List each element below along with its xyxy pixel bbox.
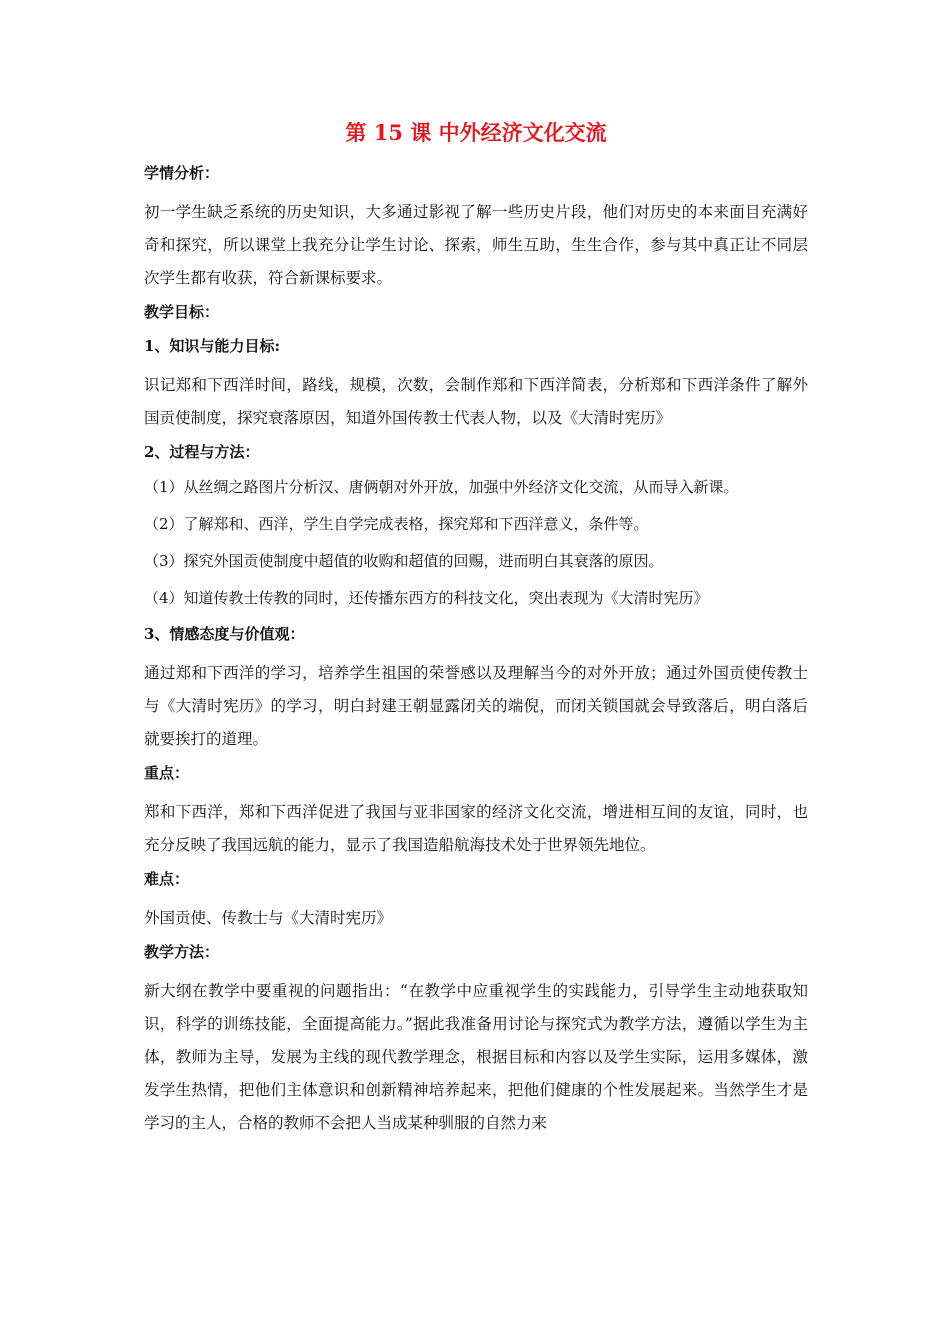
goal2-item-3: （3）探究外国贡使制度中超值的收购和超值的回赐，进而明白其衰落的原因。 [144, 552, 664, 570]
page-title: 第 15 课 中外经济文化交流 [345, 120, 607, 145]
goal3-text: 通过郑和下西洋的学习，培养学生祖国的荣誉感以及理解当今的对外开放；通过外国贡使传教士与《大清时宪历》的学习，明白封建王朝显露闭关的端倪，而闭关锁国就会导致落后，明白落后就要挨打的道理。 [144, 664, 808, 748]
difficult-points-heading: 难点： [144, 870, 190, 888]
difficult-points-text: 外国贡使、传教士与《大清时宪历》 [144, 909, 393, 927]
key-points-heading: 重点： [144, 764, 190, 782]
document-page [144, 118, 808, 1146]
goal1-heading: 1、知识与能力目标: [144, 337, 280, 355]
analysis-heading: 学情分析： [144, 164, 220, 182]
teaching-method-text: 新大纲在教学中要重视的问题指出：“在教学中应重视学生的实践能力，引导学生主动地获取知识，科学的训练技能，全面提高能力。”据此我准备用讨论与探究式为教学方法，遵循以学生为主体，教师为主导，发展为主线的现代教学理念，根据目标和内容以及学生实际，运用多媒体，激发学生热情，把他们主体意识和创新精神培养起来，把他们健康的个性发展起来。当然学生才是学习的主人，合格的教师不会把人当成某种驯服的自然力来 [144, 982, 808, 1132]
goal2-item-4: （4）知道传教士传教的同时，还传播东西方的科技文化，突出表现为《大清时宪历》 [144, 589, 709, 607]
goals-heading: 教学目标： [144, 303, 220, 321]
key-points-text: 郑和下西洋，郑和下西洋促进了我国与亚非国家的经济文化交流，增进相互间的友谊，同时，也充分反映了我国远航的能力，显示了我国造船航海技术处于世界领先地位。 [144, 803, 808, 854]
goal2-item-2: （2）了解郑和、西洋，学生自学完成表格，探究郑和下西洋意义，条件等。 [144, 515, 649, 533]
goal2-heading: 2、过程与方法： [144, 443, 260, 461]
teaching-method-heading: 教学方法： [144, 943, 220, 961]
goal3-heading: 3、情感态度与价值观： [144, 625, 305, 643]
goal1-text: 识记郑和下西洋时间，路线，规模，次数，会制作郑和下西洋简表，分析郑和下西洋条件了解外国贡使制度，探究衰落原因，知道外国传教士代表人物，以及《大清时宪历》 [144, 376, 808, 427]
goal2-item-1: （1）从丝绸之路图片分析汉、唐俩朝对外开放，加强中外经济文化交流，从而导入新课。 [144, 478, 739, 496]
analysis-text: 初一学生缺乏系统的历史知识，大多通过影视了解一些历史片段，他们对历史的本来面目充满好奇和探究，所以课堂上我充分让学生讨论、探索，师生互助，生生合作，参与其中真正让不同层次学生都有收获，符合新课标要求。 [144, 203, 808, 287]
